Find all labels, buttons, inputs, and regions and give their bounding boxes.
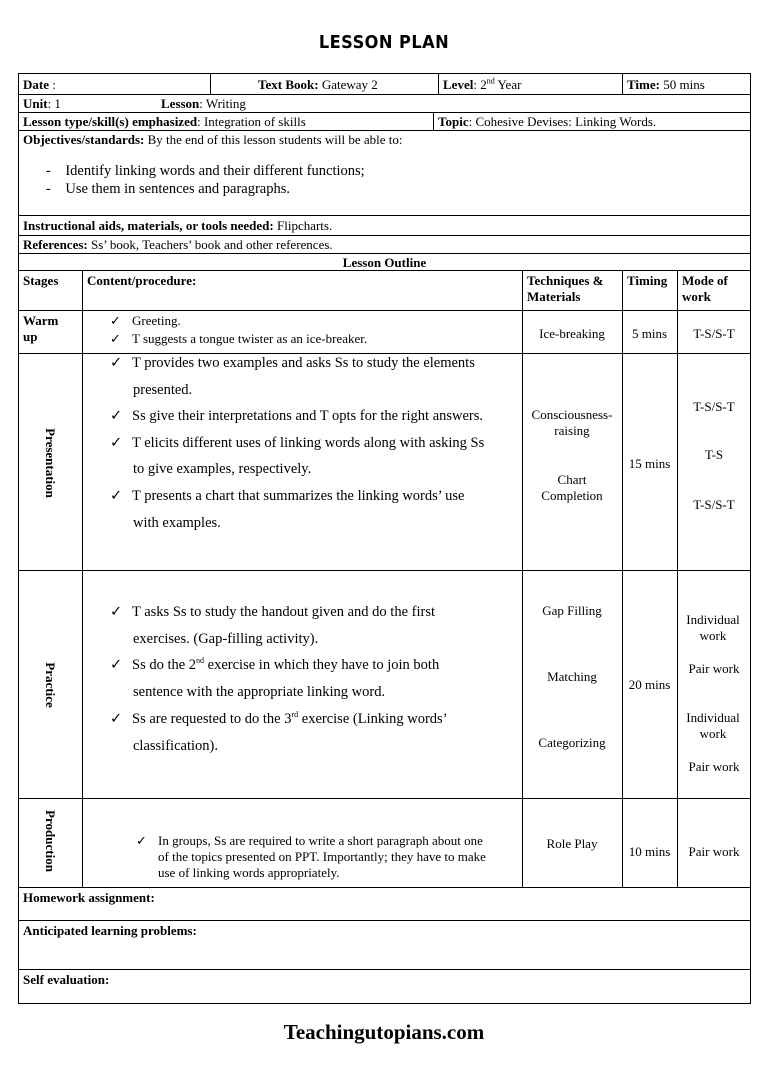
production-technique: Role Play [546,836,598,851]
row-divider [18,920,751,921]
stage-warmup: Warm up [23,313,59,344]
col-divider [522,270,523,887]
col-divider [677,270,678,887]
warmup-item: ✓ Greeting. [110,313,181,328]
practice-item: ✓ Ss do the 2nd exercise in which they have to join both [110,656,440,673]
practice-technique: Gap Filling [542,603,602,618]
col-header-mode: Mode of work [682,273,728,304]
row-divider [18,969,751,970]
warmup-technique: Ice-breaking [539,326,605,341]
lesson-cell: Lesson: Writing [161,96,246,111]
presentation-item: ✓ T presents a chart that summarizes the linking words’ use [110,488,465,504]
presentation-item: ✓ T provides two examples and asks Ss to study the elements [110,355,475,371]
textbook-cell: Text Book: Gateway 2 [258,77,378,92]
col-divider [82,270,83,887]
unit-cell: Unit: 1 [23,96,61,111]
row-divider [18,94,751,95]
row-divider [18,112,751,113]
objective-item: - Identify linking words and their different functions; [46,163,365,179]
production-timing: 10 mins [628,844,671,859]
practice-technique: Matching [547,669,597,684]
col-divider [438,73,439,94]
production-mode: Pair work [688,844,740,859]
lesson-type-cell: Lesson type/skill(s) emphasized: Integration of skills [23,114,306,129]
practice-item-cont: classification). [133,738,218,754]
page-title: LESSON PLAN [318,32,450,53]
problems-label: Anticipated learning problems: [23,923,197,938]
practice-mode: Individual work [686,612,740,643]
col-divider [622,73,623,94]
presentation-mode: T-S/S-T [693,497,735,512]
warmup-item: ✓ T suggests a tongue twister as an ice-breaker. [110,331,368,346]
level-cell: Level: 2nd Year [443,76,522,92]
col-divider [433,112,434,130]
row-divider [18,570,751,571]
stage-presentation: Presentation [43,428,58,498]
practice-mode: Pair work [688,661,740,676]
warmup-mode: T-S/S-T [693,326,735,341]
practice-item: ✓ Ss are requested to do the 3rd exercise (Linking words’ [110,710,448,727]
presentation-item: ✓ Ss give their interpretations and T opts for the right answers. [110,408,484,424]
homework-label: Homework assignment: [23,890,155,905]
practice-item-cont: exercises. (Gap-filling activity). [133,631,319,647]
stage-practice: Practice [43,662,58,708]
production-item: ✓ In groups, Ss are required to write a short paragraph about one [136,833,483,848]
outline-title: Lesson Outline [342,255,427,270]
references-cell: References: Ss’ book, Teachers’ book and other references. [23,237,333,252]
site-footer: Teachingutopians.com [283,1020,485,1044]
practice-timing: 20 mins [628,677,671,692]
warmup-timing: 5 mins [631,326,668,341]
row-divider [18,130,751,131]
practice-mode: Pair work [688,759,740,774]
row-divider [18,253,751,254]
presentation-item-cont: with examples. [133,515,221,531]
col-header-content: Content/procedure: [87,273,197,288]
stage-production: Production [43,810,58,872]
date-cell: Date : [23,77,56,92]
production-item-cont: use of linking words appropriately. [158,865,340,880]
row-divider [18,887,751,888]
presentation-mode: T-S/S-T [693,399,735,414]
presentation-item-cont: to give examples, respectively. [133,461,312,477]
objective-item: - Use them in sentences and paragraphs. [46,181,291,197]
aids-cell: Instructional aids, materials, or tools needed: Flipcharts. [23,218,333,233]
presentation-item-cont: presented. [133,382,193,398]
col-divider [210,73,211,94]
row-divider [18,353,751,354]
practice-mode: Individual work [686,710,740,741]
col-header-techniques: Techniques & Materials [527,273,604,304]
lesson-plan-table [18,73,751,1004]
topic-cell: Topic: Cohesive Devises: Linking Words. [438,114,657,129]
col-header-timing: Timing [627,273,668,288]
presentation-mode: T-S [704,447,724,462]
row-divider [18,235,751,236]
col-divider [622,270,623,887]
col-header-stages: Stages [23,273,59,288]
presentation-item: ✓ T elicits different uses of linking words along with asking Ss [110,435,485,451]
row-divider [18,215,751,216]
presentation-technique: Consciousness-raising [531,407,613,438]
objectives-heading: Objectives/standards: By the end of this lesson students will be able to: [23,132,403,147]
practice-item: ✓ T asks Ss to study the handout given and do the first [110,604,435,620]
practice-technique: Categorizing [538,735,606,750]
production-item-cont: of the topics presented on PPT. Importantly; they have to make [158,849,486,864]
row-divider [18,798,751,799]
self-evaluation-label: Self evaluation: [23,972,110,987]
presentation-technique: Chart Completion [541,472,603,503]
row-divider [18,310,751,311]
time-cell: Time: 50 mins [627,77,705,92]
practice-item-cont: sentence with the appropriate linking word. [133,684,386,700]
presentation-timing: 15 mins [628,456,671,471]
row-divider [18,270,751,271]
